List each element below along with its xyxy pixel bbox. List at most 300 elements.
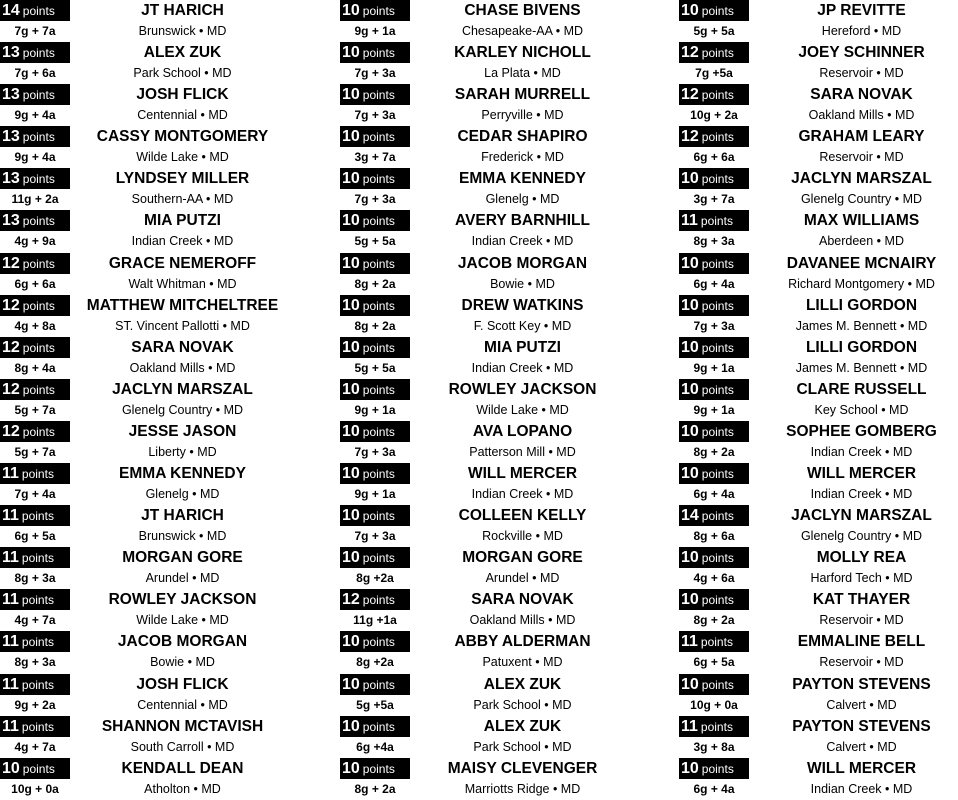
school-name: Calvert • MD [826, 697, 897, 712]
points-value: 12 [681, 86, 699, 104]
school-name: Patuxent • MD [482, 655, 563, 670]
points-unit: points [362, 593, 395, 608]
points-value: 12 [681, 44, 699, 62]
player-entry [340, 589, 640, 631]
player-name: PAYTON STEVENS [792, 717, 931, 735]
goals-assists: 6g + 6a [14, 276, 56, 291]
points-badge [0, 716, 70, 737]
player-name: ROWLEY JACKSON [448, 380, 597, 398]
points-unit: points [362, 635, 395, 650]
points-value: 10 [2, 759, 20, 777]
player-name: KARLEY NICHOLL [454, 44, 591, 62]
points-badge [679, 253, 749, 274]
points-badge [340, 505, 410, 526]
points-badge [340, 547, 410, 568]
player-name: JACOB MORGAN [457, 254, 588, 272]
player-name: PAYTON STEVENS [792, 675, 931, 693]
goals-assists: 6g +4a [356, 739, 394, 754]
school-name: Aberdeen • MD [819, 234, 904, 249]
player-name: MORGAN GORE [462, 549, 583, 567]
points-badge [340, 84, 410, 105]
points-badge [679, 505, 749, 526]
goals-assists: 9g + 1a [354, 24, 396, 38]
school-name: Oakland Mills • MD [129, 360, 236, 375]
player-name: JT HARICH [141, 507, 224, 525]
points-unit: points [701, 551, 734, 566]
player-name: EMMA KENNEDY [459, 170, 586, 188]
points-badge [679, 631, 749, 652]
points-value: 10 [342, 549, 360, 567]
player-name: WILL MERCER [467, 465, 578, 483]
points-unit: points [362, 467, 395, 482]
points-unit: points [701, 130, 734, 145]
points-unit: points [362, 382, 395, 397]
points-badge [679, 126, 749, 147]
school-name: Bowie • MD [490, 276, 555, 291]
goals-assists: 3g + 8a [693, 739, 735, 754]
player-entry [679, 716, 958, 758]
points-unit: points [22, 424, 55, 439]
school-name: Walt Whitman • MD [128, 276, 237, 291]
points-value: 10 [681, 675, 699, 693]
player-entry [0, 379, 300, 421]
points-badge [340, 253, 410, 274]
points-unit: points [362, 340, 395, 355]
player-entry [679, 589, 958, 631]
player-entry [340, 0, 640, 42]
player-name: JESSE JASON [128, 422, 237, 440]
goals-assists: 5g + 7a [14, 402, 56, 417]
points-badge [679, 210, 749, 231]
player-name: ALEX ZUK [483, 717, 562, 735]
player-entry [340, 421, 640, 463]
goals-assists: 9g + 4a [14, 150, 56, 165]
points-value: 11 [681, 212, 698, 230]
points-unit: points [701, 340, 734, 355]
points-badge [0, 379, 70, 400]
school-name: Glenelg Country • MD [800, 529, 923, 544]
points-badge [0, 758, 70, 779]
points-value: 10 [342, 338, 360, 356]
player-entry [0, 42, 300, 84]
player-entry [679, 758, 958, 800]
points-value: 12 [681, 128, 699, 146]
player-entry [679, 42, 958, 84]
points-value: 10 [681, 422, 699, 440]
points-unit: points [21, 677, 54, 692]
goals-assists: 8g + 6a [693, 529, 735, 544]
points-value: 13 [2, 212, 20, 230]
points-unit: points [22, 256, 55, 271]
goals-assists: 9g + 1a [354, 487, 396, 502]
points-unit: points [701, 424, 734, 439]
player-entry [679, 547, 958, 589]
points-unit: points [21, 635, 54, 650]
goals-assists: 11g +1a [353, 613, 397, 628]
points-badge [340, 379, 410, 400]
player-name: CEDAR SHAPIRO [457, 128, 588, 146]
points-value: 10 [681, 296, 699, 314]
school-name: Park School • MD [473, 697, 572, 712]
points-badge [0, 337, 70, 358]
player-name: SARAH MURRELL [454, 86, 591, 104]
player-entry [340, 84, 640, 126]
points-value: 12 [342, 591, 360, 609]
goals-assists: 7g + 3a [354, 66, 396, 81]
school-name: Frederick • MD [481, 150, 564, 165]
points-value: 10 [681, 465, 699, 483]
player-entry [0, 758, 300, 800]
school-name: Indian Creek • MD [471, 360, 574, 375]
points-value: 10 [342, 380, 360, 398]
goals-assists: 8g + 2a [354, 318, 396, 333]
points-badge [340, 463, 410, 484]
school-name: Reservoir • MD [819, 613, 904, 628]
points-value: 11 [2, 465, 19, 483]
points-value: 10 [342, 86, 360, 104]
school-name: Reservoir • MD [819, 66, 904, 81]
school-name: Wilde Lake • MD [136, 613, 229, 628]
points-value: 14 [2, 2, 20, 19]
points-badge [679, 758, 749, 779]
school-name: ST. Vincent Pallotti • MD [115, 318, 250, 333]
leaderboard-column [340, 0, 640, 800]
school-name: James M. Bennett • MD [795, 360, 928, 375]
player-name: COLLEEN KELLY [458, 507, 587, 525]
school-name: Perryville • MD [481, 108, 564, 123]
player-entry [679, 379, 958, 421]
points-unit: points [362, 130, 395, 145]
points-badge [0, 0, 70, 21]
leaderboard-column [0, 0, 300, 800]
points-badge [340, 126, 410, 147]
goals-assists: 7g +5a [695, 66, 733, 81]
player-entry [0, 0, 300, 42]
points-unit: points [22, 214, 55, 229]
points-unit: points [362, 424, 395, 439]
player-entry [679, 168, 958, 210]
player-name: LILLI GORDON [805, 338, 918, 356]
goals-assists: 7g + 3a [354, 192, 396, 207]
points-badge [679, 674, 749, 695]
player-entry [0, 674, 300, 716]
points-unit: points [362, 719, 395, 734]
goals-assists: 4g + 7a [14, 739, 56, 754]
points-unit: points [700, 214, 733, 229]
player-name: ABBY ALDERMAN [454, 633, 591, 651]
school-name: Wilde Lake • MD [476, 402, 569, 417]
goals-assists: 8g +2a [356, 655, 394, 670]
points-unit: points [701, 761, 734, 776]
school-name: F. Scott Key • MD [473, 318, 572, 333]
points-unit: points [701, 256, 734, 271]
player-name: SARA NOVAK [810, 86, 913, 104]
player-entry [679, 463, 958, 505]
points-unit: points [362, 761, 395, 776]
player-name: MIA PUTZI [484, 338, 561, 356]
player-entry [340, 379, 640, 421]
player-name: JACLYN MARSZAL [112, 380, 253, 398]
points-value: 11 [2, 675, 19, 693]
points-value: 14 [681, 507, 699, 525]
school-name: Arundel • MD [485, 571, 560, 586]
player-name: GRACE NEMEROFF [108, 254, 257, 272]
points-unit: points [700, 719, 733, 734]
goals-assists: 10g + 2a [690, 108, 738, 123]
player-entry [340, 210, 640, 252]
goals-assists: 9g + 1a [354, 402, 396, 417]
points-unit: points [21, 551, 54, 566]
player-entry [0, 210, 300, 252]
points-badge [340, 0, 410, 21]
points-badge [340, 631, 410, 652]
points-unit: points [22, 340, 55, 355]
goals-assists: 8g + 3a [14, 571, 56, 586]
player-entry [340, 674, 640, 716]
player-entry [679, 337, 958, 379]
school-name: Park School • MD [473, 739, 572, 754]
goals-assists: 8g + 2a [354, 781, 396, 796]
points-badge [0, 589, 70, 610]
player-entry [0, 295, 300, 337]
goals-assists: 5g + 5a [354, 360, 396, 375]
points-badge [679, 379, 749, 400]
player-name: MIA PUTZI [144, 212, 221, 230]
goals-assists: 5g + 5a [693, 24, 735, 38]
points-value: 10 [342, 44, 360, 62]
player-name: JP REVITTE [817, 2, 906, 19]
goals-assists: 7g + 4a [14, 487, 56, 502]
points-badge [340, 168, 410, 189]
player-name: EMMA KENNEDY [119, 465, 246, 483]
points-unit: points [700, 635, 733, 650]
player-name: KAT THAYER [812, 591, 911, 609]
points-badge [0, 253, 70, 274]
goals-assists: 8g + 2a [693, 444, 735, 459]
points-unit: points [701, 88, 734, 103]
player-name: CLARE RUSSELL [796, 380, 927, 398]
points-value: 10 [681, 170, 699, 188]
player-name: SHANNON MCTAVISH [101, 717, 264, 735]
points-unit: points [701, 172, 734, 187]
player-entry [340, 126, 640, 168]
points-badge [679, 463, 749, 484]
points-badge [0, 295, 70, 316]
school-name: Indian Creek • MD [810, 487, 913, 502]
points-value: 10 [342, 717, 360, 735]
points-badge [679, 547, 749, 568]
points-unit: points [701, 467, 734, 482]
school-name: Brunswick • MD [138, 24, 227, 38]
points-badge [679, 716, 749, 737]
points-value: 10 [342, 633, 360, 651]
player-entry [340, 716, 640, 758]
player-name: SARA NOVAK [471, 591, 574, 609]
points-value: 10 [342, 465, 360, 483]
player-name: LYNDSEY MILLER [115, 170, 250, 188]
school-name: Harford Tech • MD [810, 571, 913, 586]
points-value: 10 [681, 759, 699, 777]
player-entry [0, 337, 300, 379]
school-name: Centennial • MD [137, 108, 228, 123]
school-name: Park School • MD [133, 66, 232, 81]
points-badge [679, 421, 749, 442]
points-badge [679, 589, 749, 610]
school-name: Indian Creek • MD [471, 234, 574, 249]
school-name: Oakland Mills • MD [808, 108, 915, 123]
player-name: JACLYN MARSZAL [791, 507, 932, 525]
points-unit: points [22, 172, 55, 187]
player-entry [0, 421, 300, 463]
points-value: 10 [342, 128, 360, 146]
goals-assists: 3g + 7a [354, 150, 396, 165]
points-unit: points [701, 677, 734, 692]
player-entry [679, 295, 958, 337]
points-badge [679, 42, 749, 63]
player-entry [679, 253, 958, 295]
points-value: 13 [2, 44, 20, 62]
points-badge [0, 421, 70, 442]
points-value: 10 [342, 507, 360, 525]
points-unit: points [701, 382, 734, 397]
points-unit: points [701, 509, 734, 524]
player-entry [0, 463, 300, 505]
goals-assists: 8g + 3a [693, 234, 735, 249]
player-entry [679, 126, 958, 168]
player-name: WILL MERCER [806, 759, 917, 777]
goals-assists: 7g + 3a [354, 108, 396, 123]
player-entry [679, 421, 958, 463]
points-value: 12 [2, 422, 20, 440]
player-name: AVERY BARNHILL [455, 212, 590, 230]
points-value: 10 [681, 549, 699, 567]
goals-assists: 6g + 5a [14, 529, 56, 544]
player-name: ALEX ZUK [143, 44, 222, 62]
player-entry [340, 758, 640, 800]
player-entry [0, 253, 300, 295]
points-badge [679, 337, 749, 358]
points-unit: points [362, 677, 395, 692]
points-value: 10 [681, 2, 699, 19]
goals-assists: 6g + 5a [693, 655, 735, 670]
school-name: Chesapeake-AA • MD [461, 24, 584, 38]
points-unit: points [21, 593, 54, 608]
points-value: 10 [342, 2, 360, 19]
school-name: Indian Creek • MD [810, 781, 913, 796]
goals-assists: 6g + 4a [693, 276, 735, 291]
player-entry [340, 42, 640, 84]
points-badge [340, 337, 410, 358]
goals-assists: 8g +2a [356, 571, 394, 586]
player-name: MAISY CLEVENGER [447, 759, 598, 777]
player-name: WILL MERCER [806, 465, 917, 483]
points-value: 11 [681, 717, 698, 735]
points-unit: points [701, 4, 734, 18]
points-value: 11 [2, 633, 19, 651]
player-entry [340, 505, 640, 547]
school-name: Glenelg • MD [145, 487, 220, 502]
points-badge [340, 716, 410, 737]
school-name: Glenelg • MD [485, 192, 560, 207]
school-name: Liberty • MD [148, 444, 217, 459]
school-name: Reservoir • MD [819, 655, 904, 670]
points-badge [0, 674, 70, 695]
points-unit: points [21, 467, 54, 482]
points-unit: points [362, 298, 395, 313]
points-value: 10 [342, 422, 360, 440]
points-badge [340, 589, 410, 610]
goals-assists: 7g + 3a [693, 318, 735, 333]
points-badge [679, 168, 749, 189]
points-badge [0, 168, 70, 189]
player-entry [0, 547, 300, 589]
player-name: LILLI GORDON [805, 296, 918, 314]
points-value: 10 [342, 170, 360, 188]
points-value: 13 [2, 86, 20, 104]
points-value: 10 [681, 380, 699, 398]
goals-assists: 8g + 2a [693, 613, 735, 628]
player-name: ALEX ZUK [483, 675, 562, 693]
points-value: 10 [681, 591, 699, 609]
player-name: SARA NOVAK [131, 338, 234, 356]
school-name: Indian Creek • MD [810, 444, 913, 459]
school-name: Arundel • MD [145, 571, 220, 586]
points-unit: points [701, 46, 734, 61]
points-value: 10 [342, 296, 360, 314]
points-value: 10 [342, 675, 360, 693]
points-badge [340, 42, 410, 63]
player-name: GRAHAM LEARY [798, 128, 925, 146]
goals-assists: 8g + 2a [354, 276, 396, 291]
points-badge [679, 0, 749, 21]
player-entry [0, 126, 300, 168]
points-unit: points [362, 88, 395, 103]
player-entry [0, 168, 300, 210]
player-entry [679, 674, 958, 716]
school-name: Marriotts Ridge • MD [464, 781, 581, 796]
player-entry [340, 253, 640, 295]
points-value: 10 [681, 338, 699, 356]
leaderboard-column [679, 0, 958, 800]
points-badge [0, 210, 70, 231]
points-value: 10 [342, 254, 360, 272]
goals-assists: 7g + 3a [354, 529, 396, 544]
points-unit: points [22, 4, 55, 18]
points-unit: points [701, 298, 734, 313]
player-entry [0, 631, 300, 673]
goals-assists: 7g + 7a [14, 24, 56, 38]
goals-assists: 6g + 4a [693, 781, 735, 796]
goals-assists: 11g + 2a [11, 192, 59, 207]
player-name: MAX WILLIAMS [803, 212, 920, 230]
points-value: 12 [2, 380, 20, 398]
points-value: 12 [2, 338, 20, 356]
points-value: 12 [2, 296, 20, 314]
goals-assists: 4g + 6a [693, 571, 735, 586]
player-entry [679, 631, 958, 673]
school-name: Southern-AA • MD [131, 192, 234, 207]
player-name: MORGAN GORE [122, 549, 243, 567]
school-name: Glenelg Country • MD [800, 192, 923, 207]
player-name: DAVANEE MCNAIRY [786, 254, 937, 272]
goals-assists: 8g + 4a [14, 360, 56, 375]
goals-assists: 9g + 1a [693, 360, 735, 375]
school-name: Indian Creek • MD [131, 234, 234, 249]
player-name: KENDALL DEAN [121, 759, 244, 777]
points-value: 11 [2, 717, 19, 735]
points-badge [679, 295, 749, 316]
goals-assists: 5g + 5a [354, 234, 396, 249]
